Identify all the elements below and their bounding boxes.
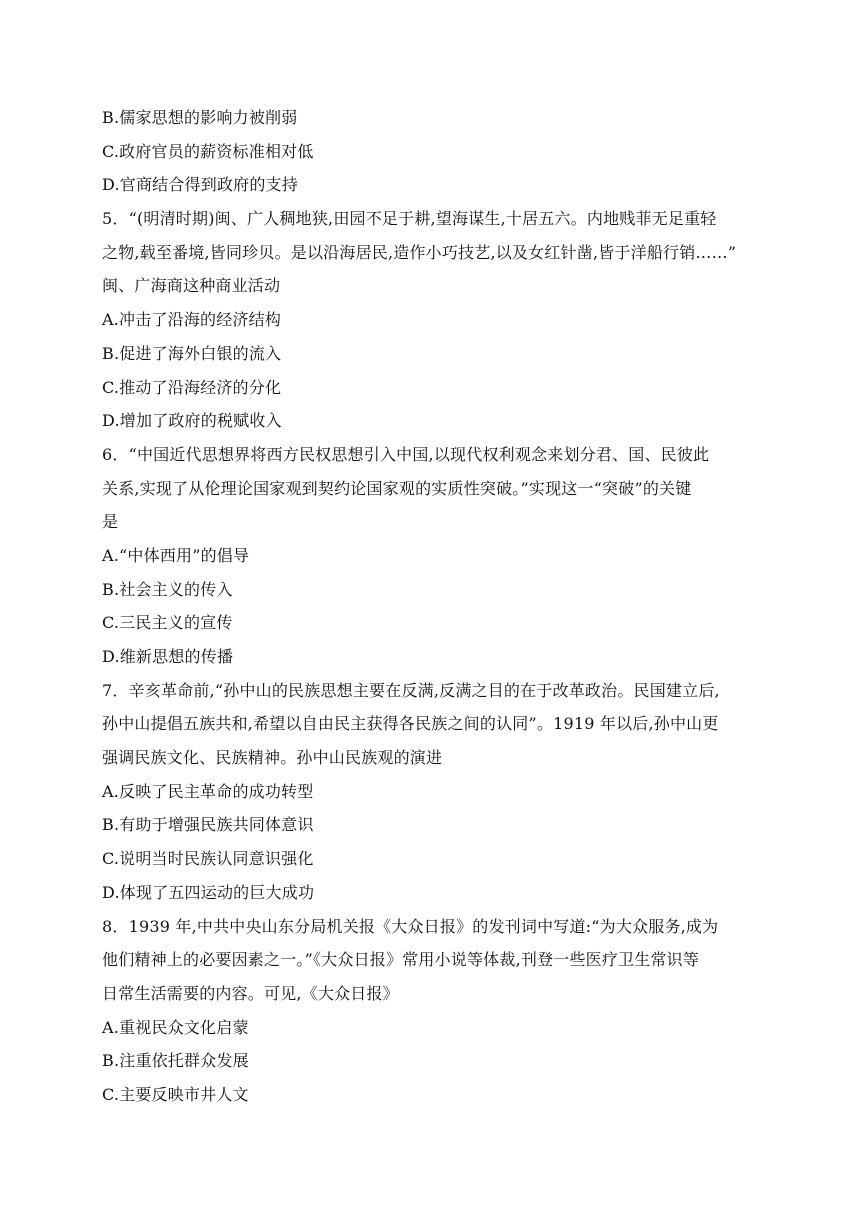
- option-q5-d: D.增加了政府的税赋收入: [102, 411, 282, 431]
- question-8: [102, 910, 782, 1112]
- option-q8-b: B.注重依托群众发展: [102, 1051, 249, 1071]
- option-q6-d: D.维新思想的传播: [102, 647, 234, 666]
- option-q6-b: B.社会主义的传入: [102, 579, 233, 599]
- question-6-stem-line-1: 6．“中国近代思想界将西方民权思想引入中国,以现代权利观念来划分君、国、民彼此: [102, 444, 710, 464]
- question-7-stem-line-2: 孙中山提倡五族共和,希望以自由民主获得各民族之间的认同”。1919 年以后,孙中山更: [102, 714, 719, 734]
- question-7-stem-line-1: 7．辛亥革命前,“孙中山的民族思想主要在反满,反满之目的在于改革政治。民国建立后,: [102, 680, 720, 700]
- option-q8-a: A.重视民众文化启蒙: [102, 1017, 249, 1037]
- question-4-options: [102, 101, 782, 202]
- option-q7-d: D.体现了五四运动的巨大成功: [102, 882, 315, 902]
- option-q5-b: B.促进了海外白银的流入: [102, 343, 282, 363]
- option-q4-b: B.儒家思想的影响力被削弱: [102, 108, 298, 127]
- question-6-stem-line-2: 关系,实现了从伦理论国家观到契约论国家观的实质性突破。”实现这一“突破”的关键: [102, 478, 692, 498]
- option-q5-c: C.推动了沿海经济的分化: [102, 377, 282, 397]
- question-5-stem-line-3: 闽、广海商这种商业活动: [102, 276, 281, 296]
- question-8-stem-line-2: 他们精神上的必要因素之一。”《大众日报》常用小说等体裁,刊登一些医疗卫生常识等: [102, 950, 700, 970]
- question-5: [102, 202, 782, 438]
- page-content: [102, 101, 782, 1112]
- option-q7-b: B.有助于增强民族共同体意识: [102, 815, 314, 835]
- option-q8-c: C.主要反映市井人文: [102, 1084, 249, 1104]
- question-8-stem-line-3: 日常生活需要的内容。可见,《大众日报》: [102, 983, 399, 1003]
- question-6: [102, 438, 782, 674]
- option-q7-a: A.反映了民主革命的成功转型: [102, 781, 314, 801]
- question-8-stem-line-1: 8．1939 年,中共中央山东分局机关报《大众日报》的发刊词中写道:“为大众服务,成为: [102, 916, 719, 936]
- question-6-stem-line-3: 是: [102, 512, 119, 532]
- option-q6-c: C.三民主义的宣传: [102, 613, 233, 633]
- question-7-stem-line-3: 强调民族文化、民族精神。孙中山民族观的演进: [102, 748, 443, 768]
- question-5-stem-line-2: 之物,载至番境,皆同珍贝。是以沿海居民,造作小巧技艺,以及女红针凿,皆于洋船行销……”: [102, 242, 737, 262]
- question-7: [102, 674, 782, 910]
- option-q6-a: A.“中体西用”的倡导: [102, 545, 250, 565]
- option-q7-c: C.说明当时民族认同意识强化: [102, 849, 314, 869]
- option-q4-d: D.官商结合得到政府的支持: [102, 175, 298, 195]
- option-q5-a: A.冲击了沿海的经济结构: [102, 310, 282, 330]
- question-5-stem-line-1: 5．“(明清时期)闽、广人稠地狭,田园不足于耕,望海谋生,十居五六。内地贱菲无足重轻: [102, 209, 717, 229]
- option-q4-c: C.政府官员的薪资标准相对低: [102, 141, 314, 161]
